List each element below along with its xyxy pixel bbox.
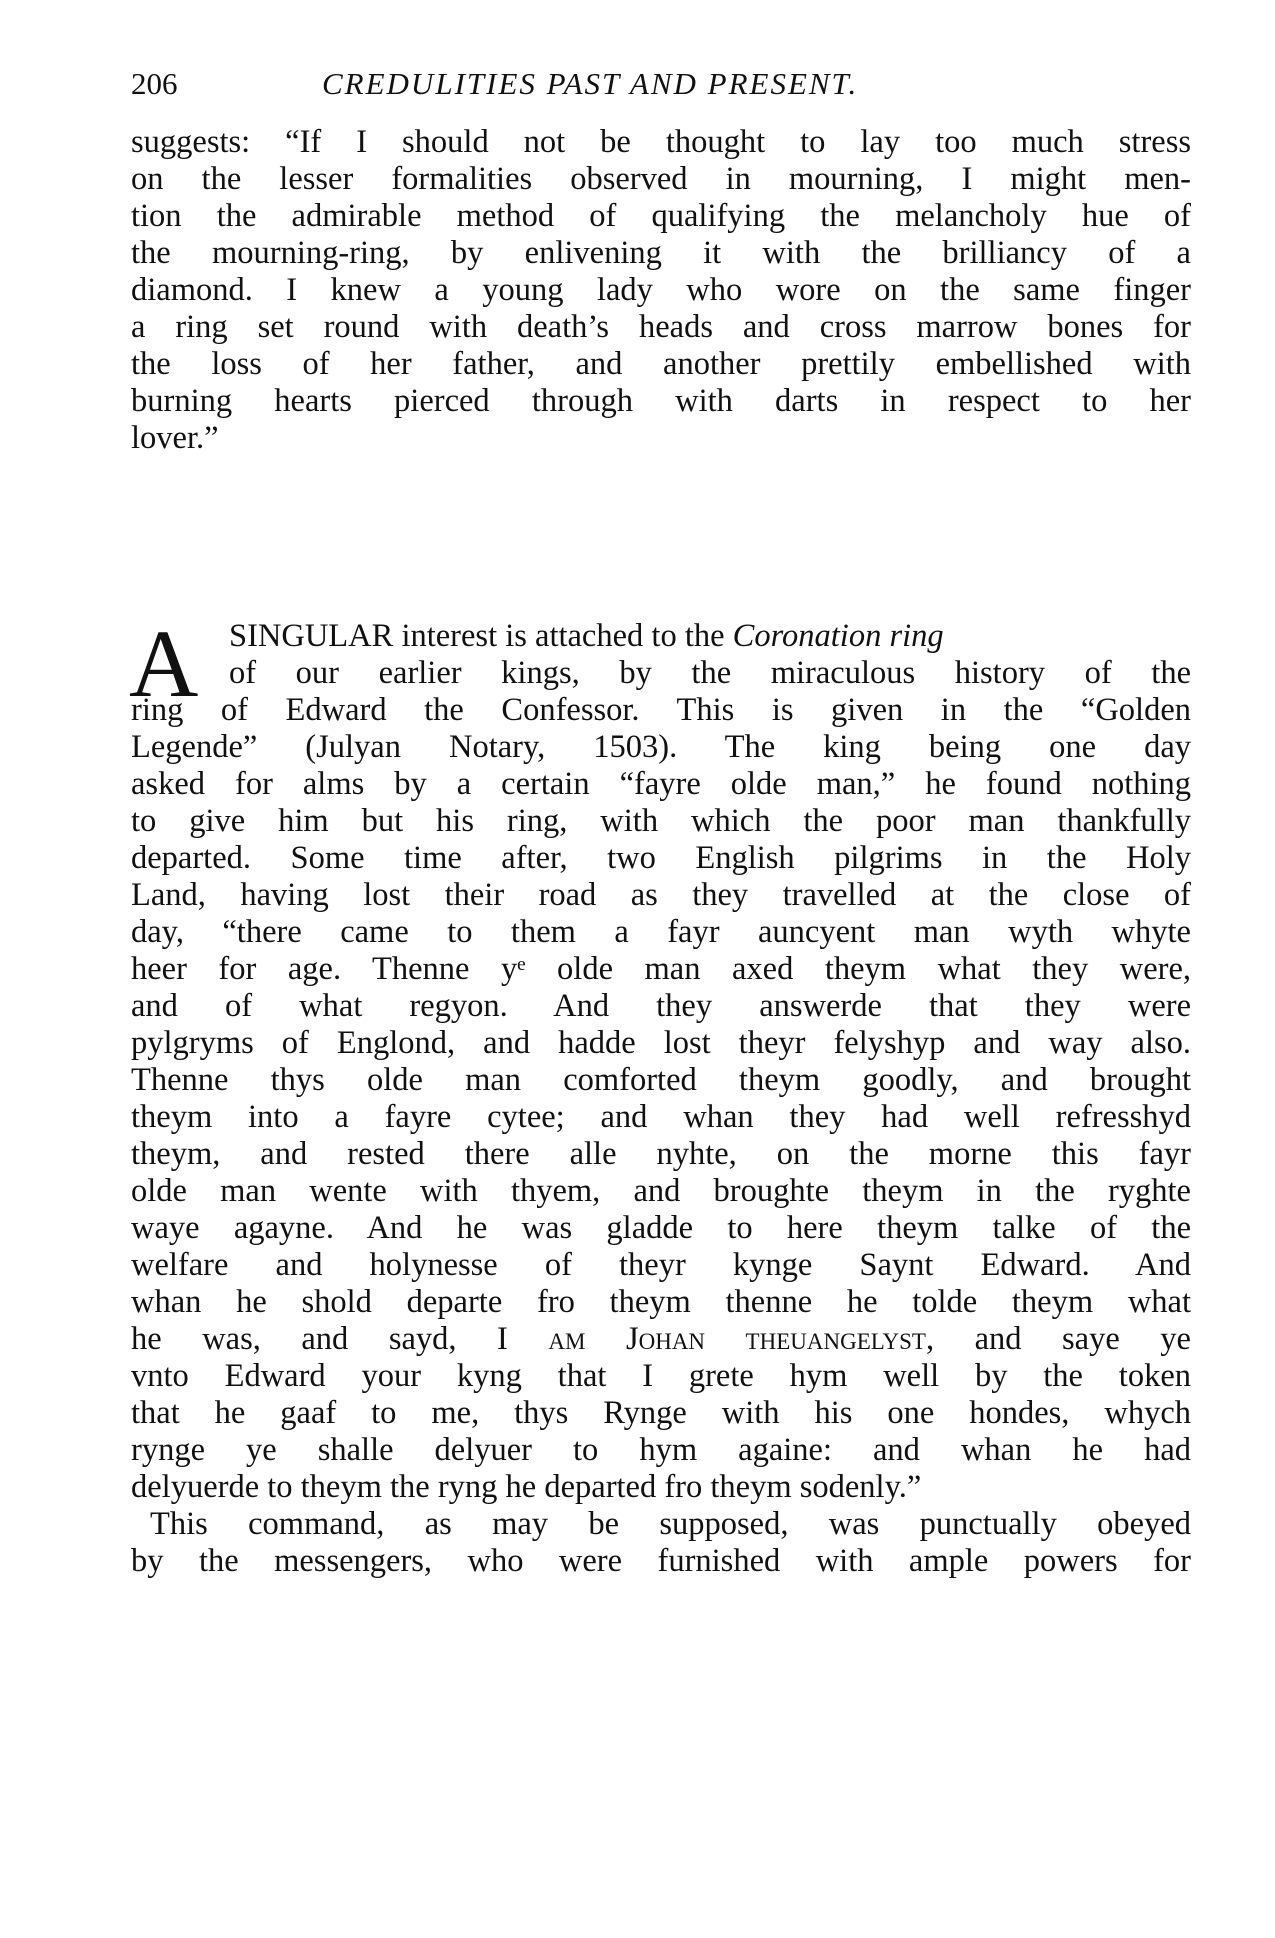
quote-line: suggests: “If I should not be thought to lay too much stress <box>131 124 1191 160</box>
section-line: Legende” (Julyan Notary, 1503). The king being one day <box>131 729 1191 765</box>
section-line: pylgryms of Englond, and hadde lost theyr felyshyp and way also. <box>131 1025 1191 1061</box>
johan-caps: am Johan theuangelyst <box>548 1321 926 1357</box>
quote-line: lover.” <box>131 420 219 456</box>
quote-line: the mourning-ring, by enlivening it with the brilliancy of a <box>131 235 1191 271</box>
section-line: departed. Some time after, two English pilgrims in the Holy <box>131 840 1191 876</box>
section-line: and of what regyon. And they answerde that they were <box>131 988 1191 1024</box>
running-head: CREDULITIES PAST AND PRESENT. <box>322 66 859 101</box>
closing-line: by the messengers, who were furnished with ample powers for <box>131 1543 1191 1579</box>
lead-text: interest is attached to the <box>393 618 733 654</box>
section-line: day, “there came to them a fayr auncyent man wyth whyte <box>131 914 1191 950</box>
section-line: vnto Edward your kyng that I grete hym well by the token <box>131 1358 1191 1394</box>
lead-caps: SINGULAR <box>229 618 394 654</box>
section-line: ring of Edward the Confessor. This is given in the “Golden <box>131 692 1191 728</box>
lead-italic: Coronation ring <box>732 618 944 654</box>
section-line: whan he shold departe fro theym thenne he tolde theym what <box>131 1284 1191 1320</box>
section-line: olde man wente with thyem, and broughte theym in the ryghte <box>131 1173 1191 1209</box>
section-line: to give him but his ring, with which the poor man thankfully <box>131 803 1191 839</box>
section-line: theym, and rested there alle nyhte, on the morne this fayr <box>131 1136 1191 1172</box>
section-line: rynge ye shalle delyuer to hym againe: and whan he had <box>131 1432 1191 1468</box>
quote-line: diamond. I knew a young lady who wore on the same finger <box>131 272 1191 308</box>
section-line: of our earlier kings, by the miraculous history of the <box>229 655 1191 691</box>
closing-line: This command, as may be supposed, was punctually obeyed <box>150 1506 1191 1542</box>
quote-line: a ring set round with death’s heads and cross marrow bones for <box>131 309 1191 345</box>
section-line: Land, having lost their road as they travelled at the close of <box>131 877 1191 913</box>
section-line: theym into a fayre cytee; and whan they had well refresshyd <box>131 1099 1191 1135</box>
quote-line: burning hearts pierced through with darts in respect to her <box>131 383 1191 419</box>
johan-pre: he was, and sayd, I <box>131 1321 549 1357</box>
page-number: 206 <box>131 66 178 101</box>
quote-line: on the lesser formalities observed in mourning, I might men- <box>131 161 1191 197</box>
section-line: asked for alms by a certain “fayre olde man,” he found nothing <box>131 766 1191 802</box>
section-line: Thenne thys olde man comforted theym goodly, and brought <box>131 1062 1191 1098</box>
section-line: welfare and holynesse of theyr kynge Saynt Edward. And <box>131 1247 1191 1283</box>
page-header <box>131 66 1191 116</box>
section-line: delyuerde to theym the ryng he departed fro theym sodenly.” <box>131 1469 922 1505</box>
section-line: waye agayne. And he was gladde to here theym talke of the <box>131 1210 1191 1246</box>
quote-line: tion the admirable method of qualifying the melancholy hue of <box>131 198 1191 234</box>
drop-cap: A <box>129 610 199 717</box>
section-line: that he gaaf to me, thys Rynge with his one hondes, whych <box>131 1395 1191 1431</box>
section-line: heer for age. Thenne yᵉ olde man axed theym what they were, <box>131 951 1191 987</box>
johan-post: , and saye ye <box>925 1321 1191 1357</box>
quote-line: the loss of her father, and another prettily embellished with <box>131 346 1191 382</box>
